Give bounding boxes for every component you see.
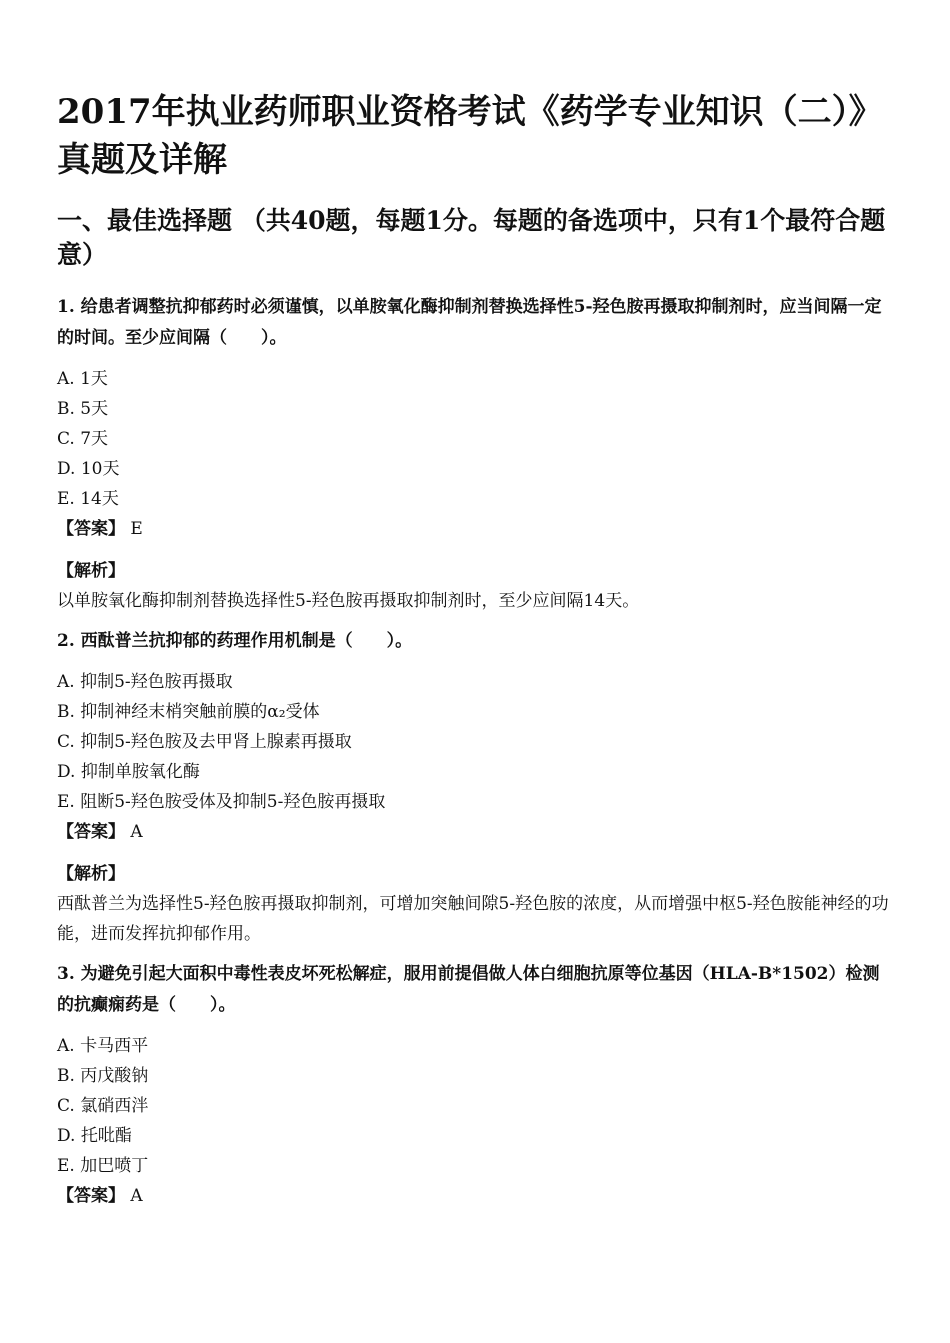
question-block [57,959,893,1211]
option-d: D. 10天 [57,459,120,479]
analysis-tag: 【解析】 [57,561,125,581]
question-text: 为避免引起大面积中毒性表皮坏死松解症，服用前提倡做人体白细胞抗原等位基因（HLA-B*1502）检测的抗癫痫药是（ ）。 [57,964,880,1015]
option-d: D. 抑制单胺氧化酶 [57,762,200,782]
option-a: A. 抑制5-羟色胺再摄取 [57,672,233,692]
option-c: C. 7天 [57,429,109,449]
answer-tag: 【答案】 [57,822,125,842]
question-text: 西酞普兰抗抑郁的药理作用机制是（ ）。 [80,631,413,651]
analysis-text: 以单胺氧化酶抑制剂替换选择性5-羟色胺再摄取抑制剂时，至少应间隔14天。 [57,591,640,611]
option-e: E. 加巴喷丁 [57,1156,149,1176]
document-title: 2017年执业药师职业资格考试《药学专业知识（二）》真题及详解 [57,92,883,180]
question-stem [57,292,893,354]
option-a: A. 1天 [57,369,108,389]
answer-line [57,514,893,544]
option-a: A. 卡马西平 [57,1036,149,1056]
question-stem [57,959,893,1021]
question-number: 1. [57,297,75,317]
question-block [57,292,893,616]
question-block [57,626,893,949]
section-heading: 一、最佳选择题 （共40题，每题1分。每题的备选项中，只有1个最符合题意） [57,206,886,269]
answer-tag: 【答案】 [57,519,125,539]
document-page [57,88,893,1223]
question-stem [57,626,893,657]
answer-line [57,1181,893,1211]
option-e: E. 阻断5-羟色胺受体及抑制5-羟色胺再摄取 [57,792,386,812]
analysis-text: 西酞普兰为选择性5-羟色胺再摄取抑制剂，可增加突触间隙5-羟色胺的浓度，从而增强中枢5-羟色胺能神经的功能，进而发挥抗抑郁作用。 [57,894,889,944]
question-number: 2. [57,631,75,651]
option-c: C. 抑制5-羟色胺及去甲肾上腺素再摄取 [57,732,352,752]
option-b: B. 抑制神经末梢突触前膜的α₂受体 [57,702,320,722]
option-e: E. 14天 [57,489,119,509]
answer-value: A [130,1186,143,1206]
answer-value: E [130,519,143,539]
question-number: 3. [57,964,75,984]
answer-line [57,817,893,847]
option-d: D. 托吡酯 [57,1126,132,1146]
option-b: B. 5天 [57,399,109,419]
analysis-tag: 【解析】 [57,864,125,884]
question-text: 给患者调整抗抑郁药时必须谨慎，以单胺氧化酶抑制剂替换选择性5-羟色胺再摄取抑制剂时，应当间隔一定的时间。至少应间隔（ ）。 [57,297,882,348]
answer-value: A [130,822,143,842]
answer-tag: 【答案】 [57,1186,125,1206]
option-b: B. 丙戊酸钠 [57,1066,149,1086]
option-c: C. 氯硝西泮 [57,1096,149,1116]
